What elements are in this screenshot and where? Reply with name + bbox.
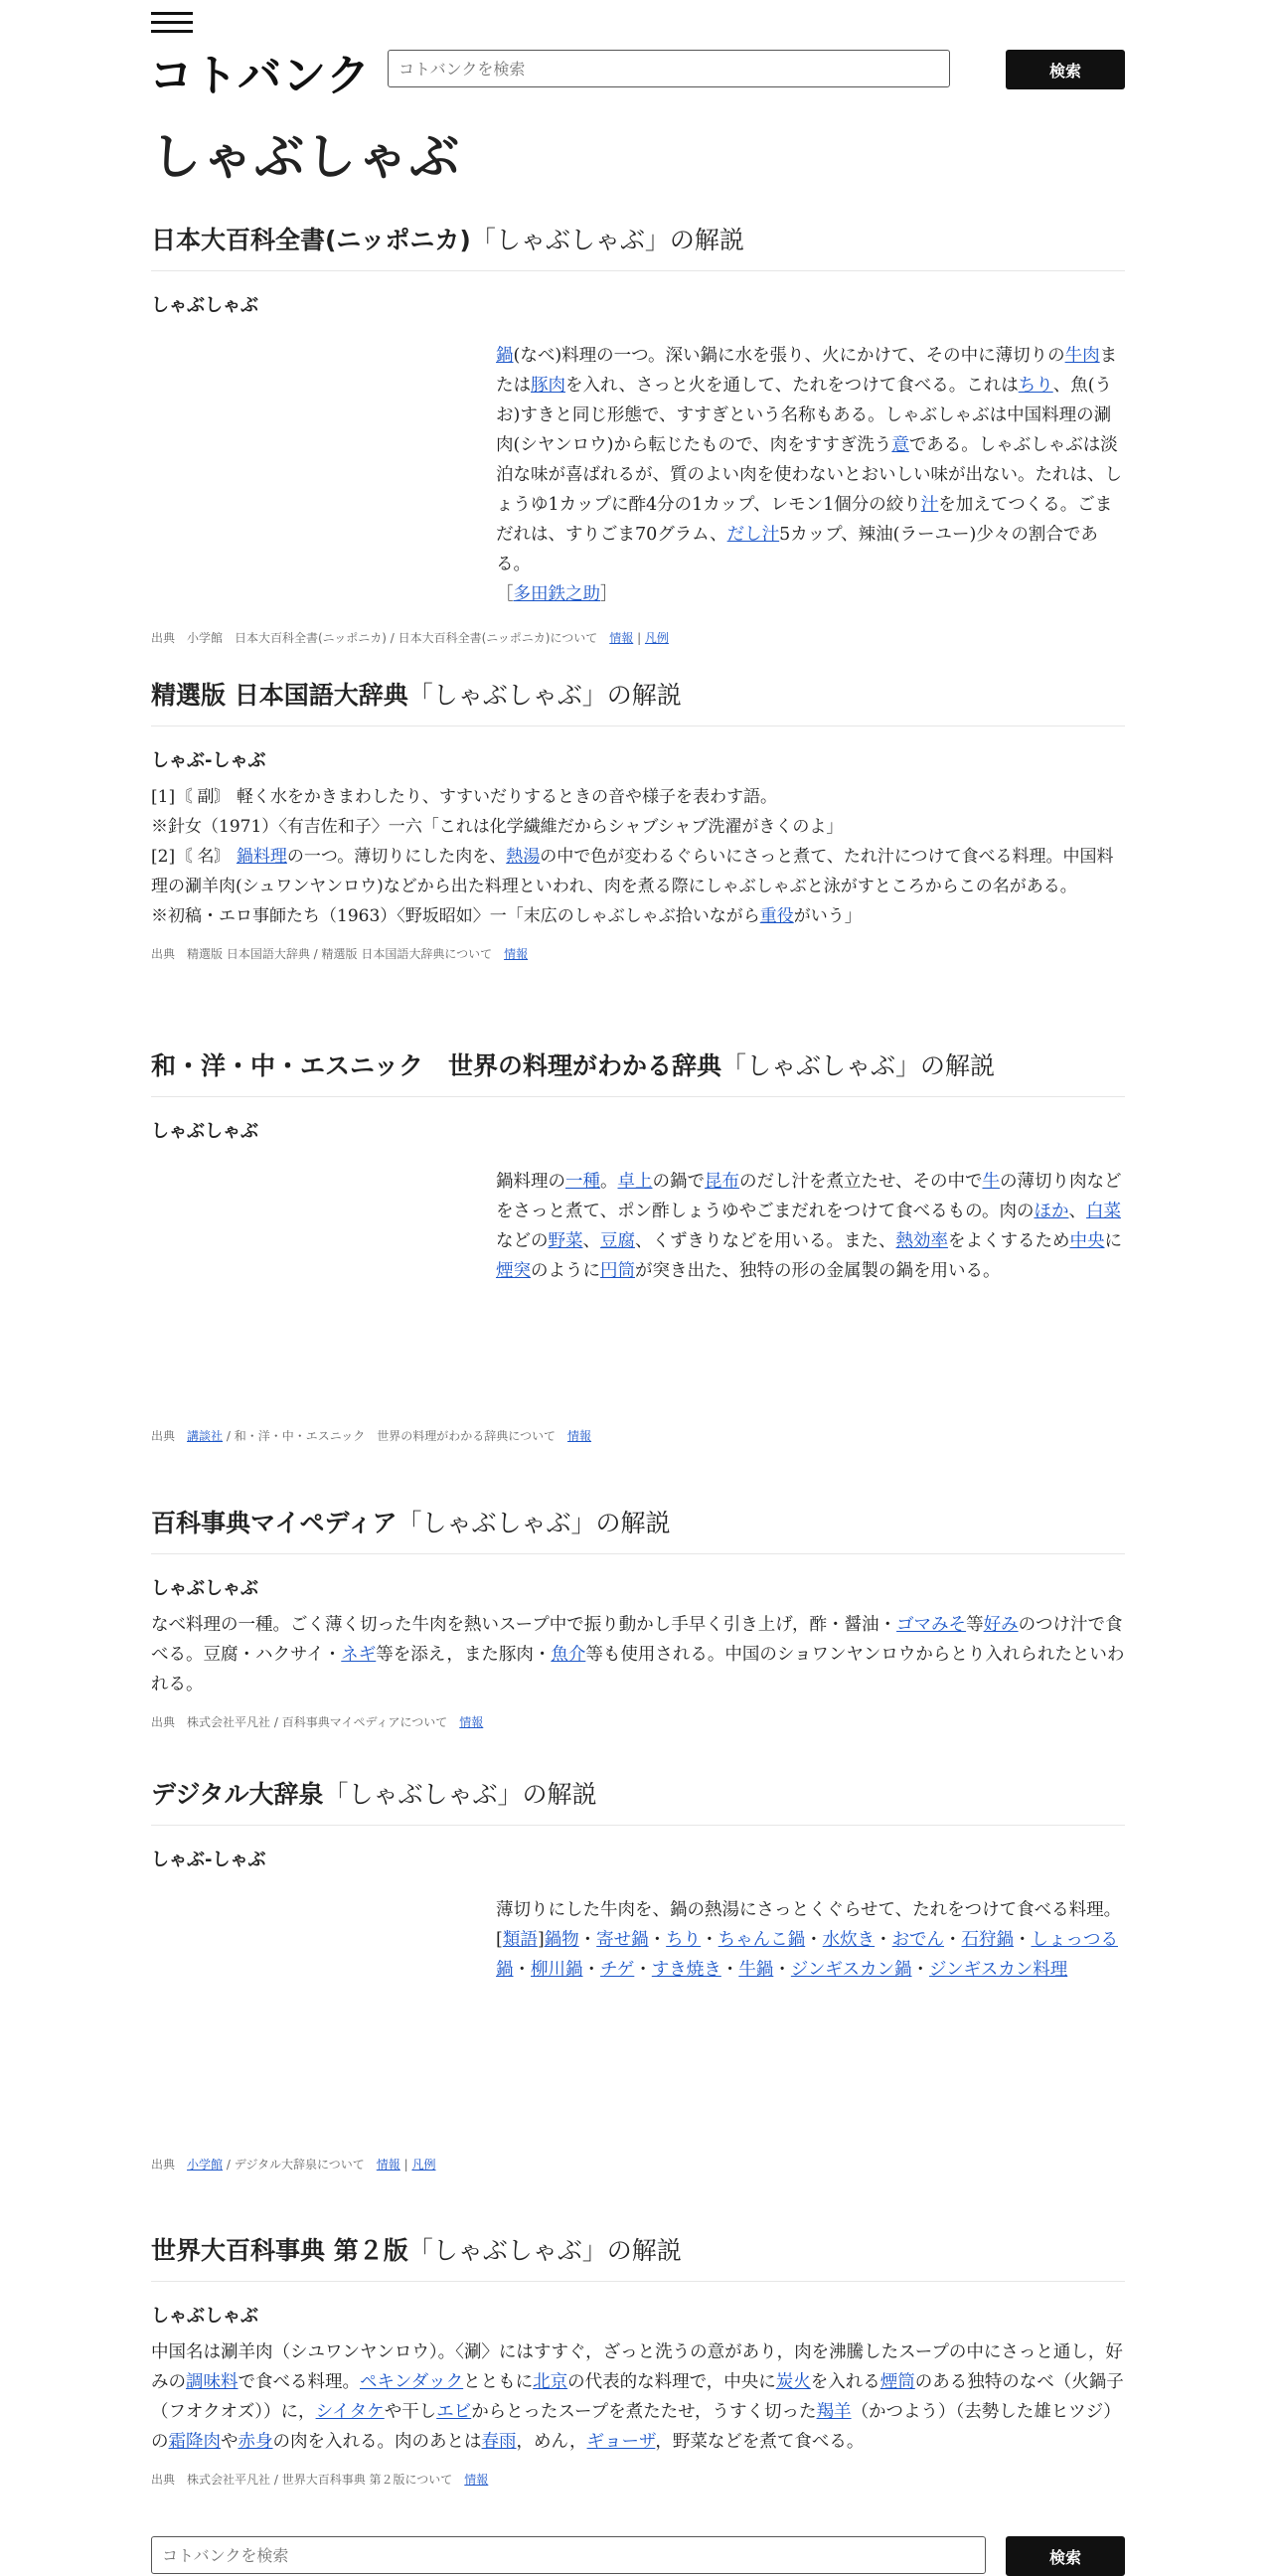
info-link[interactable]: 情報: [464, 2473, 489, 2487]
link[interactable]: 煙筒: [879, 2372, 915, 2392]
source-line: 出典 株式会社平凡社 / 百科事典マイペディアについて 情報: [151, 1715, 484, 1729]
page-title: しゃぶしゃぶ: [151, 128, 461, 186]
link[interactable]: ちり: [666, 1930, 702, 1950]
link[interactable]: 白菜: [1085, 1202, 1121, 1221]
link[interactable]: 好み: [983, 1615, 1019, 1635]
link[interactable]: 魚介: [551, 1645, 586, 1665]
link[interactable]: だし汁: [726, 525, 780, 545]
link[interactable]: ジンギスカン鍋: [790, 1960, 912, 1980]
link[interactable]: 春雨: [481, 2432, 517, 2452]
headword: しゃぶしゃぶ: [151, 2306, 258, 2327]
author-link[interactable]: 多田鉄之助: [513, 584, 600, 604]
entry-body: 鍋料理の一種。卓上の鍋で昆布のだし汁を煮立たせ、その中で牛の薄切り肉などをさっと煮て、ポン酢しょうゆやごまだれをつけて食べるもの。肉のほか、白菜などの野菜、豆腐、くずきりなどを用いる。また、熱効率をよくするため中央に煙突のように円筒が突き出た、独特の形の金属製の鍋を用いる。: [496, 1172, 1122, 1281]
entry-mypedia: [151, 1504, 1125, 1730]
entry-body: [1]〘 副〙 軽く水をかきまわしたり、すすいだりするときの音や様子を表わす語。 ※針女（1971）〈有吉佐和子〉一六「これは化学繊維だからシャブシャブ洗濯がきくのよ」 [2]〘 名〙 鍋料理の一つ。薄切りにした肉を、熱湯の中で色が変わるぐらいにさっと煮て、たれ汁につけて食べる料理。中国料理の涮羊肉(シュワンヤンロウ)などから出た料理といわれ、肉を煮る際にしゃぶしゃぶと泳がすところからこの名がある。 ※初稿・エロ事師たち（1963）〈野坂昭如〉一「末広のしゃぶしゃぶ拾いながら重役がいう」: [151, 787, 1114, 926]
headword: しゃぶしゃぶ: [151, 1578, 258, 1599]
link[interactable]: 北京: [533, 2372, 568, 2392]
info-link[interactable]: 情報: [609, 631, 634, 645]
section-heading: デジタル大辞泉「しゃぶしゃぶ」の解説: [151, 1775, 1125, 1826]
entry-nipponica: [151, 221, 1125, 646]
link[interactable]: 豆腐: [600, 1231, 635, 1251]
entry-body: なべ料理の一種。ごく薄く切った牛肉を熱いスープ中で振り動かし手早く引き上げ，酢・醤油・ゴマみそ等好みのつけ汁で食べる。豆腐・ハクサイ・ネギ等を添え，また豚肉・魚介等も使用される。中国のショワンヤンロウからとり入れられたといわれる。: [151, 1615, 1125, 1694]
link[interactable]: すき焼き: [651, 1960, 721, 1980]
link[interactable]: ちり: [1018, 376, 1053, 396]
link[interactable]: 卓上: [617, 1172, 653, 1192]
link[interactable]: ジンギスカン料理: [929, 1960, 1068, 1980]
link[interactable]: 一種: [565, 1172, 600, 1192]
hanrei-link[interactable]: 凡例: [644, 631, 669, 645]
link[interactable]: 野菜: [548, 1231, 583, 1251]
section-heading: 和・洋・中・エスニック 世界の料理がわかる辞典「しゃぶしゃぶ」の解説: [151, 1046, 1125, 1097]
entry-body: 薄切りにした牛肉を、鍋の熱湯にさっとくぐらせて、たれをつけて食べる料理。 [類語]鍋物・寄せ鍋・ちり・ちゃんこ鍋・水炊き・おでん・石狩鍋・しょっつる鍋・柳川鍋・チゲ・すき焼き・牛鍋・ジンギスカン鍋・ジンギスカン料理: [496, 1900, 1122, 1980]
link[interactable]: 鍋: [496, 346, 514, 366]
link[interactable]: 石狩鍋: [961, 1930, 1014, 1950]
link[interactable]: 柳川鍋: [531, 1960, 583, 1980]
menu-icon[interactable]: [151, 12, 193, 34]
headword: しゃぶ‐しゃぶ: [151, 1850, 266, 1870]
entry-sekai: [151, 2231, 1125, 2488]
source-line: 出典 小学館 日本大百科全書(ニッポニカ) / 日本大百科全書(ニッポニカ)について 情報 | 凡例: [151, 631, 669, 645]
link[interactable]: 意: [891, 435, 909, 455]
link[interactable]: シイタケ: [315, 2402, 385, 2422]
info-link[interactable]: 情報: [459, 1715, 484, 1729]
link[interactable]: 牛肉: [1064, 346, 1100, 366]
link[interactable]: 水炊き: [822, 1930, 876, 1950]
link[interactable]: 鍋物: [544, 1930, 579, 1950]
link[interactable]: 熱湯: [506, 847, 541, 867]
link[interactable]: 寄せ鍋: [596, 1930, 649, 1950]
link[interactable]: 煙突: [496, 1261, 531, 1281]
section-heading: 精選版 日本国語大辞典「しゃぶしゃぶ」の解説: [151, 676, 1125, 726]
entry-ryori: [151, 1046, 1125, 1444]
headword: しゃぶ‐しゃぶ: [151, 750, 266, 771]
source-line: 出典 株式会社平凡社 / 世界大百科事典 第２版について 情報: [151, 2473, 489, 2487]
search-button[interactable]: 検索: [1006, 50, 1125, 89]
site-logo[interactable]: コトバンク: [149, 51, 372, 101]
link[interactable]: 牛: [982, 1172, 1000, 1192]
publisher-link[interactable]: 小学館: [187, 2158, 224, 2172]
link[interactable]: ペキンダック: [360, 2372, 464, 2392]
info-link[interactable]: 情報: [567, 1429, 592, 1443]
link[interactable]: 汁: [920, 495, 939, 515]
link[interactable]: 鍋料理: [236, 847, 287, 867]
publisher-link[interactable]: 講談社: [187, 1429, 224, 1443]
link[interactable]: 羯羊: [816, 2402, 852, 2422]
link[interactable]: ネギ: [341, 1645, 377, 1665]
link[interactable]: 炭火: [775, 2372, 811, 2392]
link[interactable]: しょっつる鍋: [496, 1930, 1118, 1980]
link[interactable]: 円筒: [600, 1261, 635, 1281]
search-input[interactable]: [388, 50, 950, 87]
link[interactable]: 霜降肉: [168, 2432, 221, 2452]
info-link[interactable]: 情報: [504, 947, 529, 961]
link[interactable]: 類語: [502, 1930, 538, 1950]
link[interactable]: ほか: [1034, 1202, 1069, 1221]
footer-search-button[interactable]: 検索: [1006, 2536, 1125, 2576]
link[interactable]: 調味料: [186, 2372, 239, 2392]
entry-body: 鍋(なべ)料理の一つ。深い鍋に水を張り、火にかけて、その中に薄切りの牛肉または豚肉を入れ、さっと火を通して、たれをつけて食べる。これはちり、魚(うお)すきと同じ形態で、すすぎという名称もある。しゃぶしゃぶは中国料理の涮肉(シヤンロウ)から転じたもので、肉をすすぎ洗う意である。しゃぶしゃぶは淡泊な味が喜ばれるが、質のよい肉を使わないとおいしい味が出ない。たれは、しょうゆ1カップに酢4分の1カップ、レモン1個分の絞り汁を加えてつくる。ごまだれは、すりごま70グラム、だし汁5カップ、辣油(ラーユー)少々の割合である。 ［多田鉄之助］: [496, 346, 1122, 604]
source-line: 出典 精選版 日本国語大辞典 / 精選版 日本国語大辞典について 情報: [151, 947, 529, 961]
entry-daijisen: [151, 1775, 1125, 2173]
link[interactable]: 熱効率: [895, 1231, 948, 1251]
link[interactable]: 豚肉: [531, 376, 565, 396]
info-link[interactable]: 情報: [376, 2158, 400, 2172]
link[interactable]: チゲ: [600, 1960, 635, 1980]
source-line: 出典 講談社 / 和・洋・中・エスニック 世界の料理がわかる辞典について 情報: [151, 1429, 592, 1443]
link[interactable]: 中央: [1069, 1231, 1105, 1251]
link[interactable]: おでん: [891, 1930, 944, 1950]
source-line: 出典 小学館 / デジタル大辞泉について 情報 | 凡例: [151, 2158, 436, 2172]
section-heading: 日本大百科全書(ニッポニカ)「しゃぶしゃぶ」の解説: [151, 221, 1125, 271]
link[interactable]: 昆布: [705, 1172, 739, 1192]
headword: しゃぶしゃぶ: [151, 1121, 258, 1142]
link[interactable]: ゴマみそ: [896, 1615, 967, 1635]
link[interactable]: 牛鍋: [738, 1960, 774, 1980]
link[interactable]: 重役: [759, 906, 794, 926]
footer-search-input[interactable]: [151, 2536, 986, 2574]
entry-nikkoku: [151, 676, 1125, 962]
hanrei-link[interactable]: 凡例: [411, 2158, 436, 2172]
link[interactable]: ちゃんこ鍋: [718, 1930, 806, 1950]
section-heading: 世界大百科事典 第２版「しゃぶしゃぶ」の解説: [151, 2231, 1125, 2282]
link[interactable]: エビ: [436, 2402, 472, 2422]
headword: しゃぶしゃぶ: [151, 295, 258, 316]
section-heading: 百科事典マイペディア「しゃぶしゃぶ」の解説: [151, 1504, 1125, 1554]
link[interactable]: ギョーザ: [586, 2432, 656, 2452]
entry-body: 中国名は涮羊肉（シユワンヤンロウ）。〈涮〉にはすすぐ，ざっと洗うの意があり，肉を沸騰したスープの中にさっと通し，好みの調味料で食べる料理。ペキンダックとともに北京の代表的な料理で，中央に炭火を入れる煙筒のある独特のなべ（火鍋子（フオクオズ））に，シイタケや干しエビからとったスープを煮たたせ，うすく切った羯羊（かつよう）（去勢した雄ヒツジ）の霜降肉や赤身の肉を入れる。肉のあとは春雨，めん，ギョーザ，野菜などを煮て食べる。: [151, 2342, 1124, 2452]
link[interactable]: 赤身: [238, 2432, 273, 2452]
